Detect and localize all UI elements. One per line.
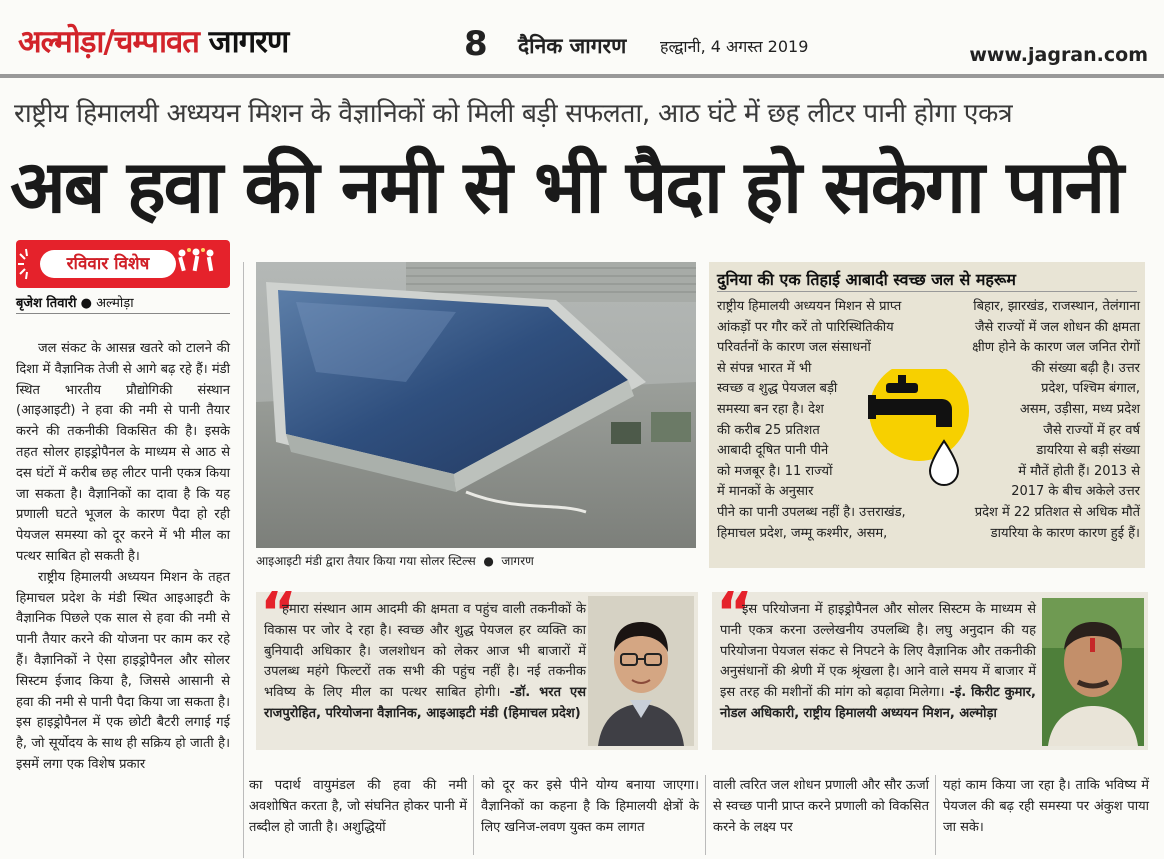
info-line: की संख्या बढ़ी है। उत्तर bbox=[1031, 360, 1140, 376]
headline: अब हवा की नमी से भी पैदा हो सकेगा पानी bbox=[10, 145, 1123, 230]
article-column-2: का पदार्थ वायुमंडल की हवा की नमी अवशोषित करता है, जो संघनित होकर पानी में तब्दील हो जाती है। अशुद्धियों bbox=[249, 778, 467, 835]
special-label: रविवार विशेष bbox=[40, 250, 176, 278]
info-line: राष्ट्रीय हिमालयी अध्ययन मिशन से प्राप्त bbox=[717, 299, 902, 314]
quote-text bbox=[720, 600, 1036, 725]
quote-box-scientist bbox=[256, 581, 698, 750]
kicker: राष्ट्रीय हिमालयी अध्ययन मिशन के वैज्ञानिकों को मिली बड़ी सफलता, आठ घंटे में छह लीटर पानी होगा एकत्र bbox=[14, 98, 1013, 129]
info-line: आंकड़ों पर गौर करें तो पारिस्थितिकीय bbox=[717, 319, 894, 335]
quote-box-officer bbox=[712, 581, 1148, 750]
caption-text: आइआइटी मंडी द्वारा तैयार किया गया सोलर स्टिल्स bbox=[256, 554, 476, 568]
article-paragraph: राष्ट्रीय हिमालयी अध्ययन मिशन के तहत हिमाचल प्रदेश के मंडी स्थित आइआइटी के वैज्ञानिक पिछले एक साल से हवा की नमी से पानी तैयार करने की योजना पर काम कर रहे हैं। वैज्ञानिकों ने ऐसा हाइड्रोपैनल और सोलर सिस्टम ईजाद किया है, जिससे आसानी से हवा की नमी से पानी पैदा किया जा सकता है। इस हाइड्रोपैनल में एक छोटी बैटरी लगाई गई है, जो सूर्योदय के साथ ही सक्रिय हो जाती है। इसमें लगा एक विशेष प्रकार bbox=[16, 569, 230, 772]
info-box-rule bbox=[717, 291, 1137, 292]
paper-name: दैनिक जागरण bbox=[518, 34, 627, 58]
quote-attribution: -इं. किरीट कुमार, नोडल अधिकारी, राष्ट्रीय हिमालयी अध्ययन मिशन, अल्मोड़ा bbox=[720, 685, 1036, 721]
info-line: जैसे राज्यों में हर वर्ष bbox=[1043, 422, 1140, 438]
officer-portrait bbox=[1042, 598, 1144, 746]
page-number: 8 bbox=[464, 24, 488, 64]
people-icon bbox=[172, 246, 220, 282]
column-divider bbox=[705, 775, 706, 855]
info-line: से संपन्न भारत में भी bbox=[717, 360, 812, 376]
info-box bbox=[709, 262, 1145, 568]
info-line: 2017 के बीच अकेले उत्तर bbox=[1011, 484, 1140, 500]
info-line: की करीब 25 प्रतिशत bbox=[717, 422, 820, 438]
byline-rule bbox=[16, 313, 230, 314]
photo-credit: जागरण bbox=[501, 554, 534, 568]
info-line: असम, उड़ीसा, मध्य प्रदेश bbox=[1019, 401, 1140, 417]
info-line: हिमाचल प्रदेश, जम्मू कश्मीर, असम, bbox=[717, 525, 888, 541]
solar-still-illustration bbox=[256, 262, 696, 548]
column-divider bbox=[935, 775, 936, 855]
quote-body: हमारा संस्थान आम आदमी की क्षमता व पहुंच वाली तकनीकों के विकास पर जोर दे रहा है। स्वच्छ और शुद्ध पेयजल हर व्यक्ति का बुनियादी अधिकार है। जलशोधन को लेकर आज भी बाजारों में उपलब्ध महंगे फिल्टरों तक सभी की पहुंच नहीं है। नई तकनीक भविष्य के लिए मील का पत्थर साबित होगी। bbox=[264, 602, 586, 701]
sun-icon bbox=[16, 246, 40, 282]
info-line: बिहार, झारखंड, राजस्थान, तेलंगाना bbox=[973, 299, 1140, 314]
info-line: डायरिया से बड़ी संख्या bbox=[1036, 443, 1140, 459]
solar-still-photo bbox=[256, 262, 696, 548]
info-line: जैसे राज्यों में जल शोधन की क्षमता bbox=[974, 319, 1140, 335]
article-column-3: को दूर कर इसे पीने योग्य बनाया जाएगा। वैज्ञानिकों का कहना है कि हिमालयी क्षेत्रों के लिए खनिज-लवण युक्त कम लागत bbox=[481, 778, 699, 835]
quote-body: इस परियोजना में हाइड्रोपैनल और सोलर सिस्टम के माध्यम से पानी एकत्र करना उल्लेखनीय उपलब्धि है। लघु अनुदान की यह परियोजना पेयजल संकट से निपटने के लिए वैज्ञानिक और तकनीकी अनुसंधानों की श्रेणी में एक श्रृंखला है। आने वाले समय में बाजार में इस तरह की मशीनों की मांग को बढ़ावा मिलेगा। bbox=[720, 602, 1036, 701]
info-line: स्वच्छ व शुद्ध पेयजल बड़ी bbox=[717, 381, 838, 397]
website-url: www.jagran.com bbox=[969, 44, 1148, 66]
special-banner bbox=[16, 240, 230, 288]
dateline: हल्द्वानी, 4 अगस्त 2019 bbox=[660, 37, 809, 56]
info-line: परिवर्तनों के कारण जल संसाधनों bbox=[717, 340, 871, 356]
info-line: आबादी दूषित पानी पीने bbox=[717, 443, 829, 459]
article-column-4: वाली त्वरित जल शोधन प्रणाली और सौर ऊर्जा से स्वच्छ पानी प्राप्त करने प्रणाली को विकसित करने के लक्ष्य पर bbox=[713, 778, 929, 835]
info-line: में मौतें होती हैं। 2013 से bbox=[1018, 463, 1140, 479]
article-column-5: यहां काम किया जा रहा है। ताकि भविष्य में पेयजल की बढ़ रही समस्या पर अंकुश पाया जा सके। bbox=[943, 778, 1149, 835]
quote-text bbox=[264, 600, 586, 725]
article-column-left bbox=[16, 339, 230, 859]
article-paragraph: जल संकट के आसन्न खतरे को टालने की दिशा में वैज्ञानिक तेजी से आगे बढ़ रहे हैं। मंडी स्थित भारतीय प्रौद्योगिकी संस्थान (आइआइटी) ने हवा की नमी से पानी तैयार करने की तकनीकी विकसित की है। इसके तहत सोलर हाइड्रोपैनल के माध्यम से आठ से दस घंटों में करीब छह लीटर पानी एकत्र किया जा सकता है। वैज्ञानिकों का दावा है कि यह प्रणाली घटते भूजल के कारण पैदा हो रही पेयजल समस्या को दूर करने में भी मील का पत्थर साबित हो सकती है। bbox=[16, 341, 230, 564]
info-line: प्रदेश में 22 प्रतिशत से अधिक मौतें bbox=[974, 504, 1140, 520]
edition-brand: जागरण bbox=[208, 24, 289, 60]
column-divider bbox=[473, 775, 474, 855]
water-tap-icon bbox=[864, 369, 974, 499]
quote-attribution: -डॉ. भरत एस राजपुरोहित, परियोजना वैज्ञानिक, आइआइटी मंडी (हिमाचल प्रदेश) bbox=[264, 685, 587, 721]
byline-place: अल्मोड़ा bbox=[96, 296, 134, 311]
masthead-rule bbox=[0, 74, 1164, 78]
info-line: में मानकों के अनुसार bbox=[717, 484, 814, 500]
info-line: पीने का पानी उपलब्ध नहीं है। उत्तराखंड, bbox=[717, 504, 906, 520]
scientist-portrait bbox=[588, 596, 694, 746]
photo-caption: आइआइटी मंडी द्वारा तैयार किया गया सोलर स्टिल्स ● जागरण bbox=[256, 554, 534, 568]
quote-mark-icon: “ bbox=[716, 581, 753, 646]
info-line: डायरिया के कारण कारण हुई हैं। bbox=[990, 525, 1140, 541]
info-box-title: दुनिया की एक तिहाई आबादी स्वच्छ जल से महरूम bbox=[717, 270, 1016, 289]
info-line: क्षीण होने के कारण जल जनित रोगों bbox=[972, 340, 1140, 356]
byline: बृजेश तिवारी ● अल्मोड़ा bbox=[16, 296, 134, 311]
column-divider bbox=[243, 262, 244, 858]
edition-nameplate bbox=[18, 22, 288, 62]
quote-mark-icon: “ bbox=[260, 581, 297, 646]
info-line: को मजबूर है। 11 राज्यों bbox=[717, 463, 833, 479]
edition-name: अल्मोड़ा/चम्पावत bbox=[18, 24, 199, 60]
info-line: प्रदेश, पश्चिम बंगाल, bbox=[1041, 381, 1140, 397]
author-name: बृजेश तिवारी bbox=[16, 296, 77, 311]
info-line: समस्या बन रहा है। देश bbox=[717, 401, 824, 417]
